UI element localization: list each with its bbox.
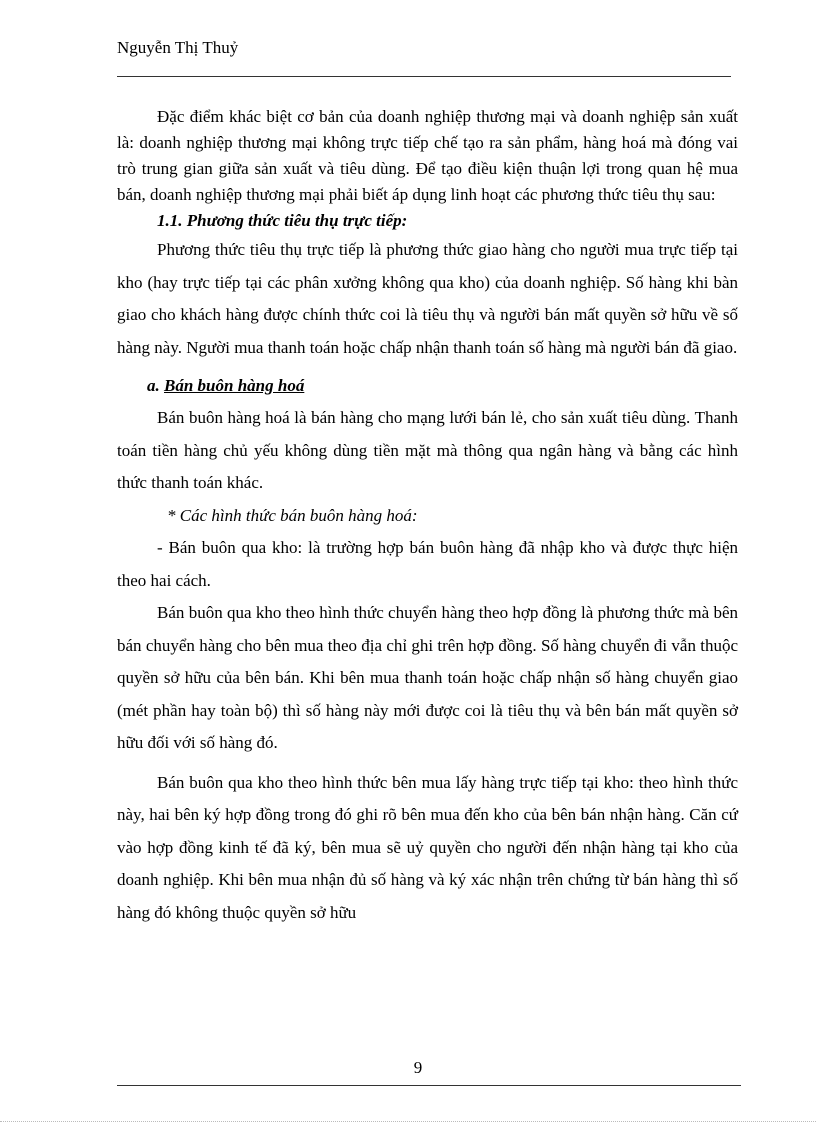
page-edge — [0, 1121, 816, 1122]
footer-rule — [117, 1085, 741, 1086]
paragraph-direct-sale: Phương thức tiêu thụ trực tiếp là phương thức giao hàng cho người mua trực tiếp tại kho (hay trực tiếp tại các phân xưởng không qua kho) của doanh nghiệp. Số hàng khi bàn giao cho khách hàng được chính thức coi là tiêu thụ và người bán mất quyền sở hữu về số hàng này. Người mua thanh toán hoặc chấp nhận thanh toán số hàng mà người bán đã giao. — [117, 240, 738, 357]
header-rule — [117, 76, 731, 77]
paragraph-transfer: Bán buôn qua kho theo hình thức chuyển hàng theo hợp đồng là phương thức mà bên bán chuyển hàng cho bên mua theo địa chỉ ghi trên hợp đồng. Số hàng chuyển đi vẫn thuộc quyền sở hữu của bên bán. Khi bên mua thanh toán hoặc chấp nhận số hàng chuyển giao (mét phần hay toàn bộ) thì số hàng này mới được coi là tiêu thụ và bên bán mất quyền sở hữu đối với số hàng đó. — [117, 603, 738, 752]
page-number: 9 — [413, 1058, 423, 1077]
section-heading: 1.1. Phương thức tiêu thụ trực tiếp: — [157, 211, 408, 230]
forms-heading: * Các hình thức bán buôn hàng hoá: — [167, 505, 418, 525]
paragraph-intro: Đặc điểm khác biệt cơ bản của doanh nghiệp thương mại và doanh nghiệp sản xuất là: doanh nghiệp thương mại không trực tiếp chế tạo ra sản phẩm, hàng hoá mà đóng vai trò trung gian giữa sản xuất và tiêu dùng. Để tạo điều kiện thuận lợi trong quan hệ mua bán, doanh nghiệp thương mại phải biết áp dụng linh hoạt các phương thức tiêu thụ sau: — [117, 107, 738, 204]
paragraph-pickup: Bán buôn qua kho theo hình thức bên mua lấy hàng trực tiếp tại kho: theo hình thức này, hai bên ký hợp đồng trong đó ghi rõ bên mua đến kho của bên bán nhận hàng. Căn cứ vào hợp đồng kinh tế đã ký, bên mua sẽ uỷ quyền cho người đến nhận hàng tại kho của doanh nghiệp. Khi bên mua nhận đủ số hàng và ký xác nhận trên chứng từ bán hàng thì số hàng đó không thuộc quyền sở hữu — [117, 772, 738, 922]
paragraph-wholesale: Bán buôn hàng hoá là bán hàng cho mạng lưới bán lẻ, cho sản xuất tiêu dùng. Thanh toán tiền hàng chủ yếu không dùng tiền mặt mà thông qua ngân hàng và bằng các hình thức thanh toán khác. — [117, 408, 738, 492]
paragraph-warehouse: - Bán buôn qua kho: là trường hợp bán buôn hàng đã nhập kho và được thực hiện theo hai cách. — [117, 538, 738, 590]
sub-heading-prefix: a. — [147, 376, 160, 395]
sub-heading-text: Bán buôn hàng hoá — [164, 376, 305, 395]
sub-heading — [117, 370, 738, 402]
document-body — [117, 104, 738, 929]
header-author: Nguyễn Thị Thuỷ — [117, 38, 239, 57]
